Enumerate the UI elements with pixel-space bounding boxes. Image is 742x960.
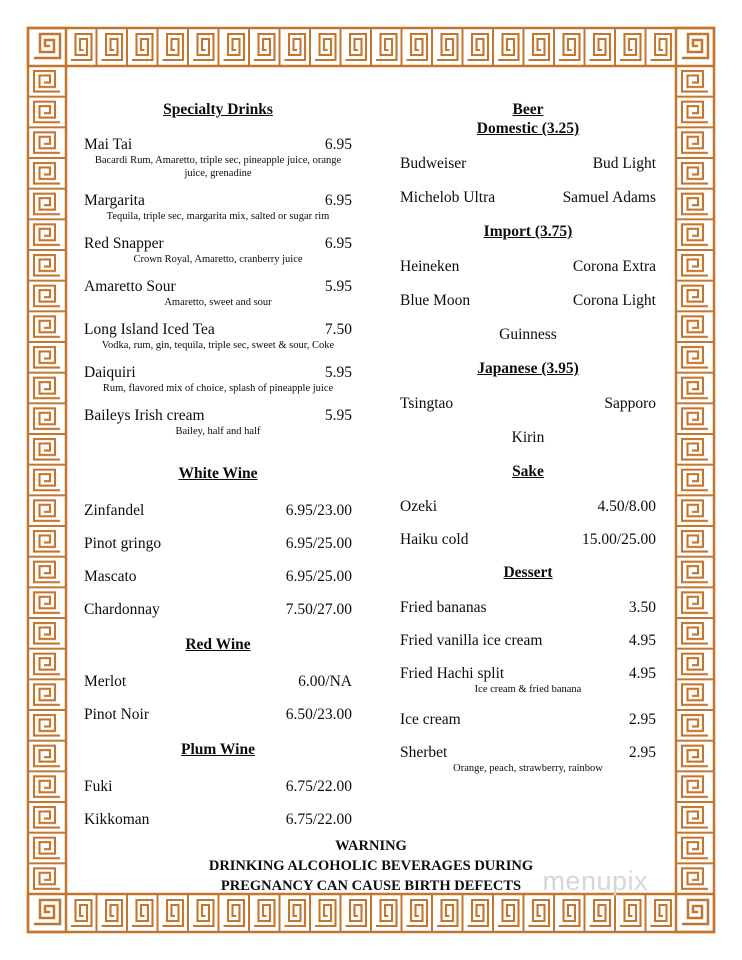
menupix-watermark: menupix [542, 866, 648, 896]
item-name: Fried vanilla ice cream [400, 632, 543, 649]
menu-item [84, 810, 352, 829]
menu-item [84, 567, 352, 586]
beer-pair [400, 154, 656, 173]
item-price: 4.95 [628, 632, 656, 649]
item-name: Baileys Irish cream [84, 407, 205, 424]
item-price: 6.95 [324, 192, 352, 209]
item-price: 5.95 [324, 407, 352, 424]
item-price: 3.50 [628, 599, 656, 616]
menu-item [84, 672, 352, 691]
section-title-sake: Sake [512, 463, 544, 480]
menu-item [84, 501, 352, 520]
subsection-title-domestic: Domestic (3.25) [476, 120, 580, 137]
menu-item [84, 277, 352, 309]
item-description: Bacardi Rum, Amaretto, triple sec, pineapple juice, orange juice, grenadine [94, 155, 342, 179]
warning-line: PREGNANCY CAN CAUSE BIRTH DEFECTS [220, 878, 522, 894]
section-title-dessert: Dessert [503, 564, 553, 581]
warning-line: WARNING [335, 838, 407, 854]
item-price: 6.95/23.00 [285, 502, 352, 519]
item-name: Fuki [84, 778, 113, 795]
item-name: Zinfandel [84, 502, 145, 519]
item-price: 6.95/25.00 [285, 568, 352, 585]
item-name: Mai Tai [84, 136, 133, 153]
section-title-red-wine: Red Wine [185, 636, 251, 653]
subsection-title-import: Import (3.75) [483, 223, 573, 240]
section-title-beer: Beer [512, 101, 544, 118]
item-price: 6.95 [324, 235, 352, 252]
menu-item [400, 710, 656, 729]
item-name: Merlot [84, 673, 127, 690]
item-description: Orange, peach, strawberry, rainbow [453, 763, 603, 774]
section-title-plum-wine: Plum Wine [181, 741, 255, 758]
item-price: 7.50 [324, 321, 352, 338]
item-name: Fried bananas [400, 599, 487, 616]
item-price: 6.75/22.00 [285, 811, 352, 828]
item-price: 6.95/25.00 [285, 535, 352, 552]
menu-item [400, 530, 656, 549]
menu-item [84, 363, 352, 395]
item-name: Sherbet [400, 744, 448, 761]
item-description: Rum, flavored mix of choice, splash of pineapple juice [102, 383, 334, 394]
item-name: Chardonnay [84, 601, 160, 618]
beer-name: Samuel Adams [562, 189, 656, 206]
item-name: Ice cream [400, 711, 461, 728]
item-name: Pinot Noir [84, 706, 150, 723]
menu-item [400, 743, 656, 775]
menu-item [400, 664, 656, 696]
beer-pair [400, 291, 656, 310]
item-description: Amaretto, sweet and sour [164, 297, 272, 308]
item-name: Kikkoman [84, 811, 150, 828]
item-price: 6.75/22.00 [285, 778, 352, 795]
beer-pair [400, 394, 656, 413]
item-description: Vodka, rum, gin, tequila, triple sec, sweet & sour, Coke [101, 340, 335, 351]
item-name: Pinot gringo [84, 535, 162, 552]
beer-name: Budweiser [400, 155, 467, 172]
left-column [84, 100, 352, 894]
section-title-white-wine: White Wine [178, 465, 258, 482]
beer-name: Michelob Ultra [400, 189, 496, 206]
menu-item [84, 600, 352, 619]
item-name: Fried Hachi split [400, 665, 505, 682]
menu-item [84, 406, 352, 438]
beer-name: Corona Extra [572, 258, 656, 275]
item-price: 5.95 [324, 364, 352, 381]
beer-name: Sapporo [604, 395, 656, 412]
item-description: Crown Royal, Amaretto, cranberry juice [133, 254, 303, 265]
item-name: Long Island Iced Tea [84, 321, 215, 338]
menu-item [84, 320, 352, 352]
item-price: 4.50/8.00 [597, 498, 656, 515]
item-name: Haiku cold [400, 531, 469, 548]
menu-item [84, 777, 352, 796]
beer-name-centered: Kirin [511, 429, 545, 446]
item-description: Ice cream & fried banana [474, 684, 582, 695]
item-price: 2.95 [628, 744, 656, 761]
beer-name: Heineken [400, 258, 460, 275]
menu-item [84, 135, 352, 180]
item-price: 2.95 [628, 711, 656, 728]
item-description: Tequila, triple sec, margarita mix, salted or sugar rim [106, 211, 330, 222]
item-name: Amaretto Sour [84, 278, 176, 295]
menu-item [400, 631, 656, 650]
menu-item [84, 234, 352, 266]
item-price: 15.00/25.00 [581, 531, 656, 548]
menu-item [400, 497, 656, 516]
item-price: 5.95 [324, 278, 352, 295]
beer-name: Blue Moon [400, 292, 471, 309]
item-price: 4.95 [628, 665, 656, 682]
menu-item [84, 705, 352, 724]
warning-line: DRINKING ALCOHOLIC BEVERAGES DURING [208, 858, 534, 874]
item-name: Mascato [84, 568, 137, 585]
beer-name-centered: Guinness [499, 326, 557, 343]
menu-item [84, 534, 352, 553]
right-column [400, 100, 656, 894]
item-name: Daiquiri [84, 364, 136, 381]
item-name: Ozeki [400, 498, 438, 515]
item-price: 6.50/23.00 [285, 706, 352, 723]
item-price: 6.00/NA [298, 673, 352, 690]
menu-item [400, 598, 656, 617]
item-price: 7.50/27.00 [285, 601, 352, 618]
beer-name: Corona Light [572, 292, 656, 309]
item-name: Red Snapper [84, 235, 164, 252]
subsection-title-japanese: Japanese (3.95) [477, 360, 579, 377]
menu-item [84, 191, 352, 223]
beer-name: Tsingtao [400, 395, 454, 412]
menu-content [66, 66, 676, 894]
beer-pair [400, 188, 656, 207]
section-title-specialty-drinks: Specialty Drinks [163, 101, 273, 118]
beer-pair [400, 257, 656, 276]
beer-name: Bud Light [592, 155, 656, 172]
item-name: Margarita [84, 192, 145, 209]
item-price: 6.95 [324, 136, 352, 153]
item-description: Bailey, half and half [175, 426, 261, 437]
